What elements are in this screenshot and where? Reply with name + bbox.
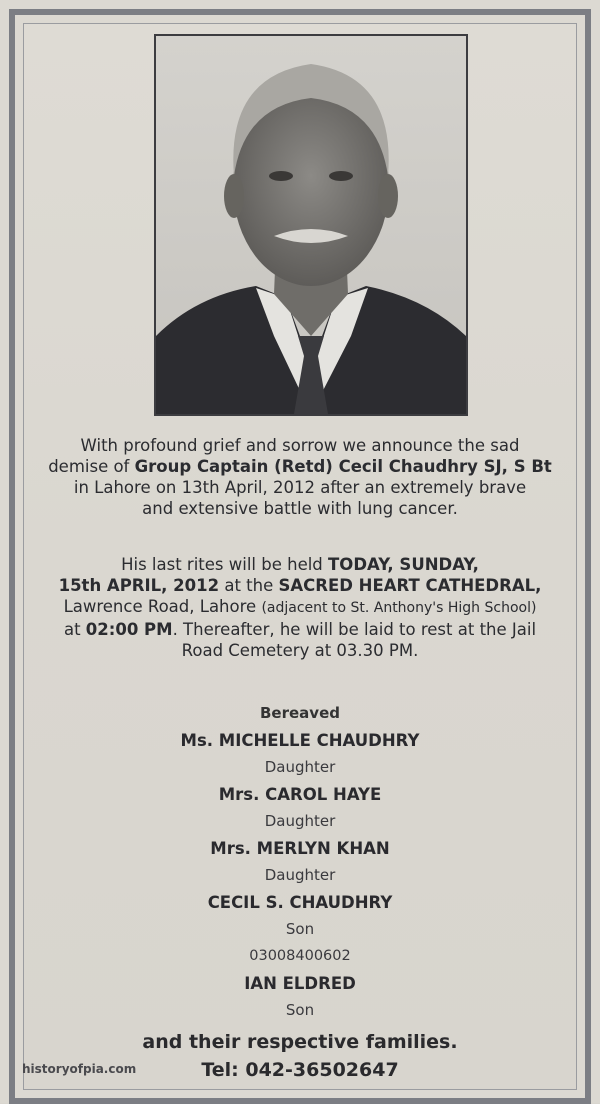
rites-line-1-pre: His last rites will be held [121, 555, 329, 574]
member-phone: 03008400602 [249, 948, 351, 964]
member-name: IAN ELDRED [244, 974, 356, 993]
announcement-line-2 [24, 456, 576, 477]
closing-line: and their respective families. [142, 1031, 458, 1053]
member-relation: Daughter [264, 758, 336, 776]
rites-time: 02:00 PM [85, 620, 173, 639]
obituary-border [9, 9, 591, 1104]
announcement-line-3: in Lahore on 13th April, 2012 after an extremely brave [73, 478, 527, 497]
announcement-line-1: With profound grief and sorrow we announce the sad [80, 436, 520, 455]
source-watermark: historyofpia.com [22, 1062, 137, 1076]
rites-date: 15th APRIL, 2012 [58, 576, 220, 595]
portrait-photo [154, 34, 468, 416]
rites-line-2-mid: at the [219, 576, 279, 595]
member-name: Mrs. CAROL HAYE [218, 785, 382, 804]
bereaved-label: Bereaved [260, 704, 340, 722]
telephone-number: Tel: 042-36502647 [201, 1059, 399, 1081]
rites-address-note: (adjacent to St. Anthony's High School) [261, 600, 537, 616]
rites-line-1 [24, 554, 576, 575]
deceased-name: Group Captain (Retd) Cecil Chaudhry SJ, S Bt [134, 457, 552, 476]
rites-line-3 [24, 596, 576, 619]
member-name: Mrs. MERLYN KHAN [210, 839, 390, 858]
rites-venue: SACRED HEART CATHEDRAL, [278, 576, 542, 595]
member-name: Ms. MICHELLE CHAUDHRY [180, 731, 420, 750]
rites-line-2 [24, 575, 576, 596]
member-relation: Son [285, 920, 315, 938]
rites-line-5: Road Cemetery at 03.30 PM. [181, 641, 419, 660]
obituary-notice [23, 23, 577, 1090]
bereaved-list [24, 700, 576, 1024]
rites-day: TODAY, SUNDAY, [328, 555, 479, 574]
announcement-line-2-pre: demise of [48, 457, 135, 476]
rites-line-4-pre: at [63, 620, 86, 639]
member-relation: Son [285, 1001, 315, 1019]
rites-line-4-post: . Thereafter, he will be laid to rest at the Jail [172, 620, 537, 639]
member-name: CECIL S. CHAUDHRY [207, 893, 393, 912]
announcement-line-4: and extensive battle with lung cancer. [142, 499, 458, 518]
portrait-icon [156, 36, 466, 414]
rites-address: Lawrence Road, Lahore [63, 597, 262, 616]
rites-line-4 [24, 619, 576, 640]
member-relation: Daughter [264, 866, 336, 884]
member-relation: Daughter [264, 812, 336, 830]
announcement-paragraph [24, 435, 576, 519]
rites-paragraph [24, 554, 576, 661]
